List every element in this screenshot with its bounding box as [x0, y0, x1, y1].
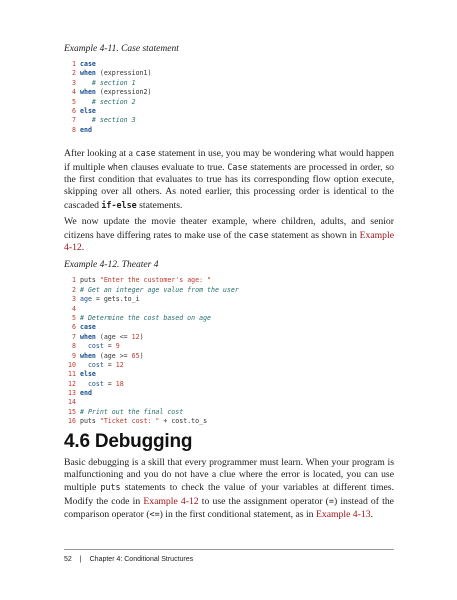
code-line [66, 370, 394, 379]
code-token: when [80, 69, 96, 78]
code-token: when [80, 88, 96, 97]
code-line-number: 15 [68, 407, 76, 416]
code-token: 9 [115, 342, 120, 351]
code-line [66, 408, 394, 417]
code-token: 65 [131, 351, 140, 360]
code-line-number: 7 [72, 332, 76, 341]
code-line [66, 352, 394, 361]
link-example-4-12[interactable]: Example 4-12 [64, 229, 394, 253]
code-token: age [80, 295, 92, 304]
paragraph-case-explanation: After looking at a case statement in use, you may be wondering what would happen if multiple when clauses evaluate to true. Case statements are processed in order, so the first condition that evaluates to true has its corresponding flow option execute, skipping over all others. As noted earlier, this processing order is identical to the cascaded if-else statements. [64, 148, 394, 211]
code-line [66, 69, 394, 78]
code-token: case [80, 60, 96, 68]
code-line-number: 3 [72, 295, 76, 304]
code-line-number: 5 [72, 313, 76, 322]
code-line-number: 5 [72, 97, 76, 106]
code-token: when [80, 332, 96, 341]
code-line [66, 380, 394, 389]
code-line [66, 305, 394, 314]
code-token: puts [80, 276, 100, 285]
code-line [66, 398, 394, 407]
code-line [66, 116, 394, 125]
inline-code-when: when [107, 161, 129, 172]
code-token: "Enter the customer's age: " [99, 276, 212, 285]
code-token: 18 [115, 379, 124, 388]
code-line-number: 2 [72, 285, 76, 294]
code-token: "Ticket cost: " [99, 417, 160, 426]
code-listing-theater-4 [64, 276, 394, 426]
link-example-4-13[interactable]: Example 4-13 [315, 509, 371, 521]
code-token: (expression1) [95, 69, 152, 78]
code-line [66, 295, 394, 304]
code-line-number: 16 [68, 417, 76, 426]
code-line [66, 107, 394, 116]
paragraph-debugging: Basic debugging is a skill that every programmer must learn. When your program is malfunctioning and you do not have a clue where the error is located, you can use multiple puts statements to check the value of your variables at different times. Modify the code in Example 4-12 to use the assignment operator (=) instead of the comparison operator (<=) in the first conditional statement, as in Example 4-13. [64, 456, 394, 521]
code-token: case [80, 323, 96, 332]
code-line [66, 98, 394, 107]
page-number: 52 [64, 556, 72, 563]
inline-code-case: case [135, 148, 156, 159]
code-line [66, 361, 394, 370]
inline-code-puts: puts [100, 482, 121, 493]
example-4-12-caption: Example 4-12. Theater 4 [64, 260, 159, 271]
code-token: ) [139, 351, 144, 360]
code-line [66, 88, 394, 97]
code-line-number: 8 [72, 342, 76, 351]
example-4-11-caption: Example 4-11. Case statement [64, 44, 179, 54]
code-token: # section 1 [80, 78, 136, 87]
code-line-number: 4 [72, 88, 76, 97]
link-example-4-12-second[interactable]: Example 4-12 [143, 495, 199, 507]
code-line-number: 8 [72, 125, 76, 134]
code-token: else [80, 370, 96, 379]
code-token: 12 [131, 332, 140, 341]
code-line-number: 6 [72, 323, 76, 332]
code-line-number: 6 [72, 106, 76, 115]
code-token: (age >= [95, 351, 132, 360]
code-line [66, 60, 394, 69]
paragraph-theater-intro: We now update the movie theater example, where children, adults, and senior citizens have differing rates to make use of the case statement as shown in Example 4-12. [64, 216, 394, 253]
page-content [64, 44, 394, 522]
code-line [66, 389, 394, 398]
code-token: = [103, 360, 116, 369]
code-token: = [103, 379, 116, 388]
code-token: cost [80, 379, 104, 388]
code-token: # section 2 [80, 97, 136, 106]
inline-code-compare: <= [149, 509, 160, 520]
code-line [66, 417, 394, 426]
code-listing-case-statement [64, 60, 394, 135]
code-token: end [80, 389, 92, 398]
code-line-number: 1 [72, 60, 76, 68]
footer-separator: | [79, 556, 82, 563]
code-token: 12 [115, 360, 124, 369]
code-line [66, 342, 394, 351]
code-line [66, 286, 394, 295]
code-line [66, 126, 394, 135]
code-line-number: 1 [72, 276, 76, 285]
code-token: = [103, 342, 116, 351]
code-line [66, 333, 394, 342]
code-token: end [80, 125, 92, 134]
code-token: + cost.to_s [159, 417, 208, 426]
code-token: = gets.to_i [91, 295, 140, 304]
footer-chapter-title: Chapter 4: Conditional Structures [89, 556, 194, 563]
code-line [66, 323, 394, 332]
code-line-number: 13 [68, 389, 76, 398]
code-token: ) [139, 332, 144, 341]
inline-code-case-3: case [248, 229, 269, 240]
code-line [66, 276, 394, 285]
code-line-number: 7 [72, 116, 76, 125]
code-token: # Determine the cost based on age [80, 313, 212, 322]
inline-code-if-else: if-else [101, 199, 137, 210]
code-token: # section 3 [80, 116, 136, 125]
code-line-number: 4 [72, 304, 76, 313]
code-line-number: 12 [68, 379, 76, 388]
code-line-number: 2 [72, 69, 76, 78]
code-line [66, 314, 394, 323]
inline-code-assign: = [328, 495, 334, 506]
code-token: else [80, 106, 96, 115]
code-token: # Print out the final cost [80, 407, 184, 416]
code-line-number: 9 [72, 351, 76, 360]
code-token: when [80, 351, 96, 360]
code-token: cost [80, 342, 104, 351]
code-token: # Get an integer age value from the user [80, 285, 239, 294]
code-token: (expression2) [95, 88, 152, 97]
section-heading-debugging: 4.6 Debugging [64, 430, 193, 452]
code-line [66, 79, 394, 88]
code-token: puts [80, 417, 100, 426]
code-line-number: 3 [72, 78, 76, 87]
code-line-number: 11 [68, 370, 76, 379]
inline-code-case-2: Case [227, 161, 248, 172]
page-footer [64, 549, 394, 563]
code-token: (age <= [95, 332, 132, 341]
code-line-number: 14 [68, 398, 76, 407]
code-token: cost [80, 360, 104, 369]
code-line-number: 10 [68, 360, 76, 369]
